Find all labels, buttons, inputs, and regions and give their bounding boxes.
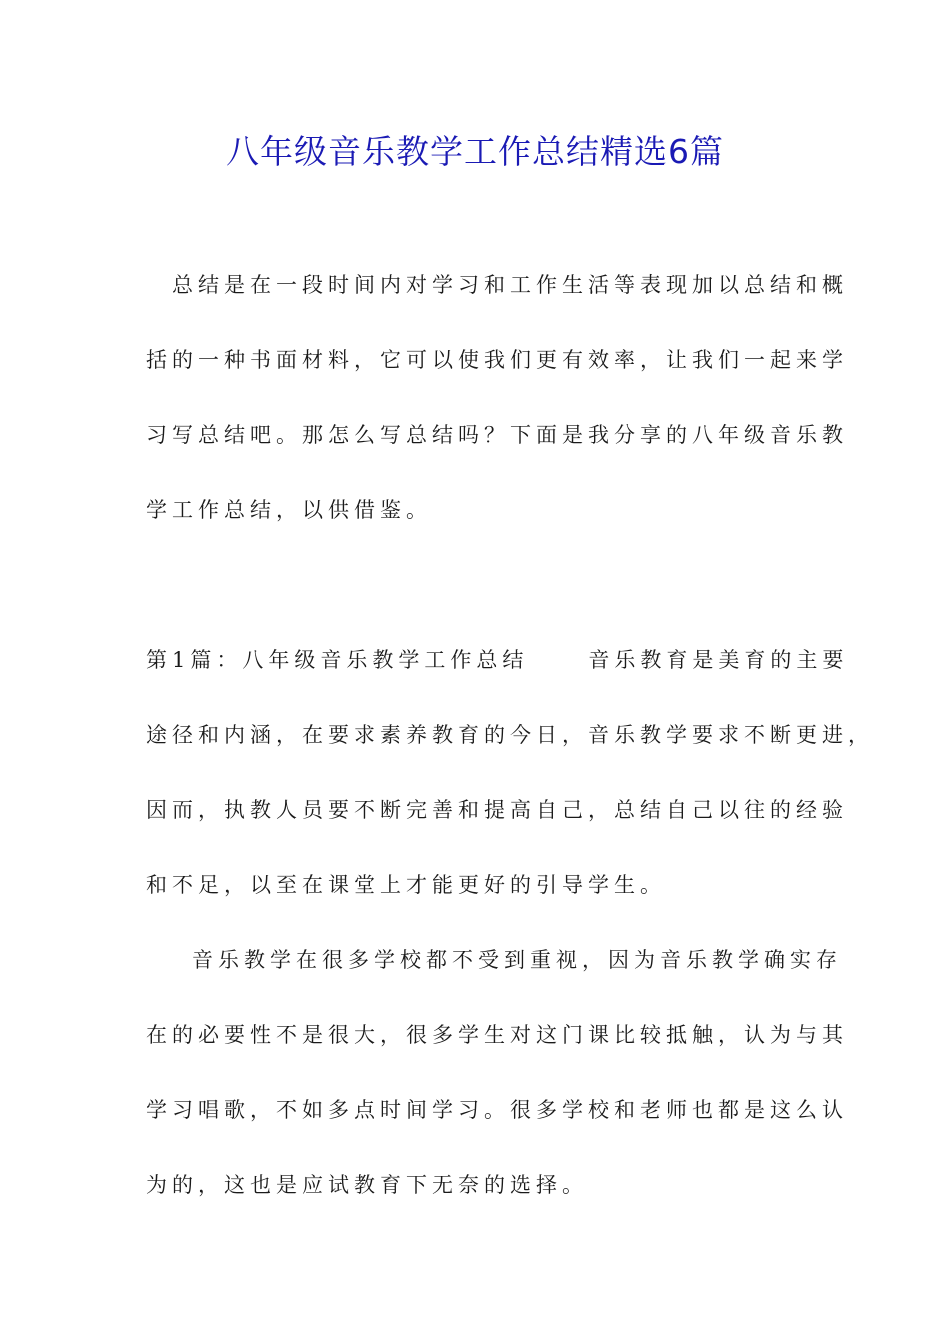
section1-line-2: 途径和内涵，在要求素养教育的今日，音乐教学要求不断更进，: [146, 723, 874, 747]
document-title: 八年级音乐教学工作总结精选6篇: [226, 132, 724, 171]
section1-line-4: 和不足，以至在课堂上才能更好的引导学生。: [146, 873, 666, 897]
intro-line-2: 括的一种书面材料，它可以使我们更有效率，让我们一起来学: [146, 348, 848, 372]
intro-line-1: 总结是在一段时间内对学习和工作生活等表现加以总结和概: [172, 273, 848, 297]
paragraph2-line-3: 学习唱歌，不如多点时间学习。很多学校和老师也都是这么认: [146, 1098, 848, 1122]
paragraph2-line-4: 为的，这也是应试教育下无奈的选择。: [146, 1173, 588, 1197]
section1-first-text: 音乐教育是美育的主要: [588, 648, 849, 672]
section1-heading: 第1篇：八年级音乐教学工作总结: [146, 648, 529, 672]
intro-line-4: 学工作总结，以供借鉴。: [146, 498, 432, 522]
paragraph2-line-2: 在的必要性不是很大，很多学生对这门课比较抵触，认为与其: [146, 1023, 848, 1047]
paragraph2-line-1: 音乐教学在很多学校都不受到重视，因为音乐教学确实存: [192, 948, 842, 972]
intro-line-3: 习写总结吧。那怎么写总结吗？下面是我分享的八年级音乐教: [146, 423, 848, 447]
section1-first-line: [146, 645, 848, 675]
section1-line-3: 因而，执教人员要不断完善和提高自己，总结自己以往的经验: [146, 798, 848, 822]
